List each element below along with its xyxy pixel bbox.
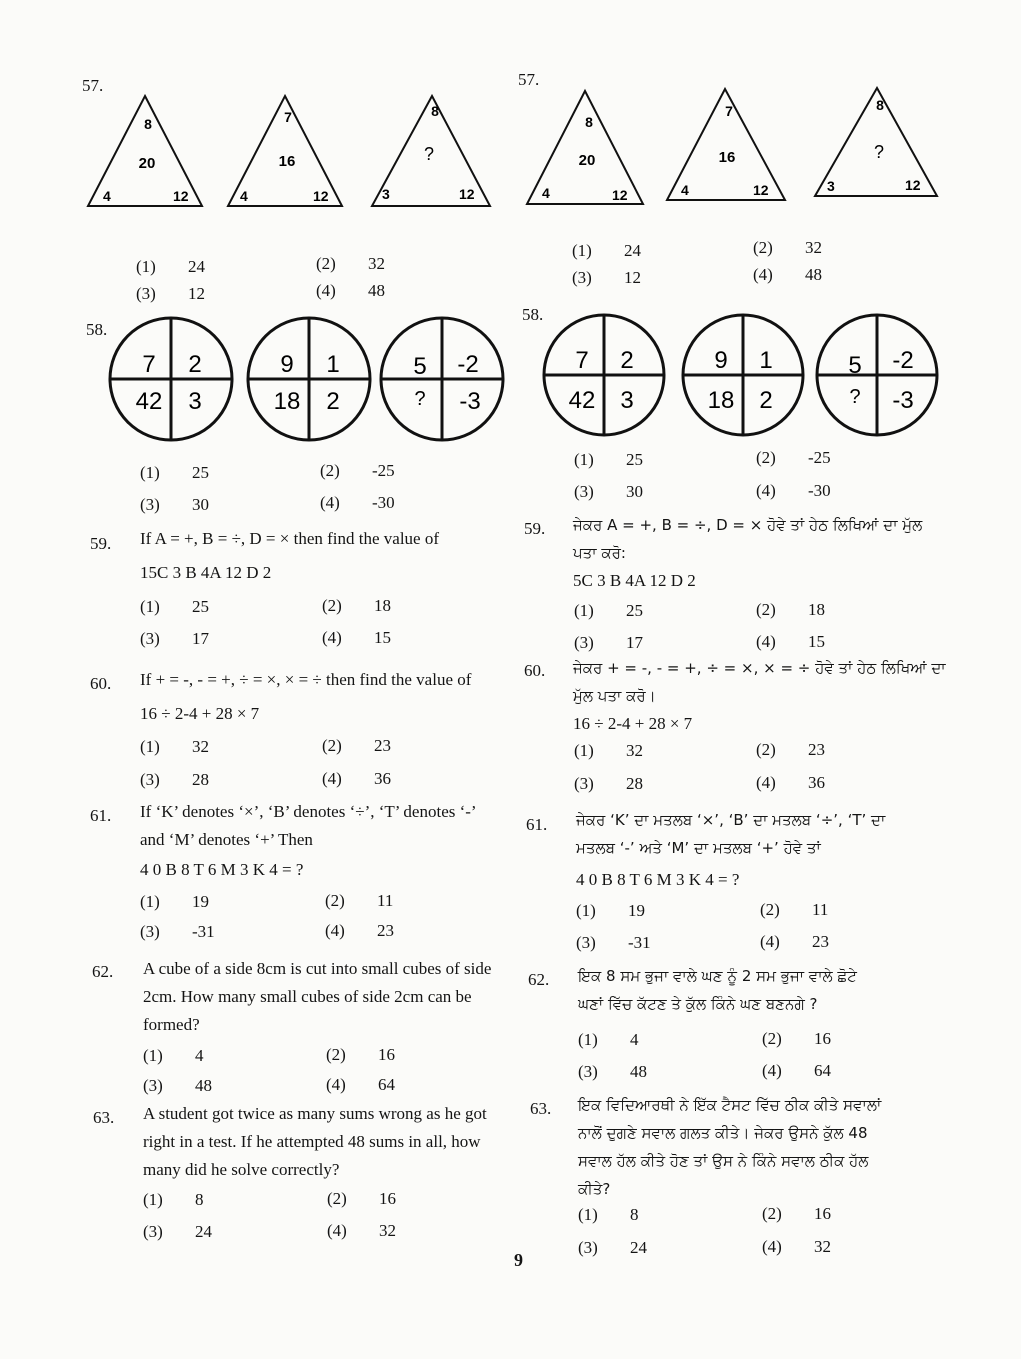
circle-top-left: 9 — [280, 351, 294, 378]
option: (3) 17 — [140, 629, 209, 648]
option: (2) 23 — [322, 736, 391, 755]
page-number: 9 — [514, 1250, 523, 1270]
circle-figure — [105, 312, 505, 447]
option: (4) 23 — [760, 932, 829, 951]
circle-top-right: 1 — [759, 347, 773, 374]
question-line: ਨਾਲੋਂ ਦੁਗਣੇ ਸਵਾਲ ਗਲਤ ਕੀਤੇ। ਜੇਕਰ ਉਸਨੇ ਕੁੱਲ 48 — [578, 1124, 868, 1142]
triangle-right-value: 12 — [173, 188, 189, 204]
question-text — [140, 798, 477, 884]
option: (4) -30 — [320, 493, 395, 512]
option: (2) 23 — [756, 740, 825, 759]
question-number: 63. — [93, 1108, 115, 1127]
triangle-right-value: 12 — [612, 187, 628, 203]
option: (3) 28 — [574, 774, 643, 793]
question-text — [573, 654, 946, 738]
option: (1) 32 — [140, 737, 209, 756]
option: (4) 15 — [322, 628, 391, 647]
circle-figure — [538, 310, 958, 442]
option: (4) 15 — [756, 632, 825, 651]
option: (2) 16 — [326, 1045, 395, 1064]
option: (1) 24 — [136, 257, 205, 276]
triangle-3 — [372, 96, 490, 206]
circle-top-left: 5 — [413, 353, 427, 380]
option: (1) 25 — [574, 450, 643, 469]
circle-top-right: 1 — [326, 351, 340, 378]
triangle-center-value: 20 — [138, 155, 156, 172]
triangle-2 — [667, 89, 785, 200]
circle-bottom-right: -3 — [459, 388, 481, 415]
circle-3 — [381, 318, 503, 440]
question-line: ਮਤਲਬ ‘-’ ਅਤੇ ‘M’ ਦਾ ਮਤਲਬ ‘+’ ਹੋਵੇ ਤਾਂ — [576, 839, 821, 857]
option: (1) 24 — [572, 241, 641, 260]
circle-bottom-left: 18 — [707, 387, 735, 414]
question-line: If A = +, B = ÷, D = × then find the value of — [140, 529, 440, 548]
option: (3) -31 — [576, 933, 651, 952]
option: (3) 30 — [574, 482, 643, 501]
question-number: 61. — [90, 806, 112, 825]
question-number: 57. — [82, 76, 104, 95]
triangle-1 — [527, 91, 643, 204]
question-line: ਜੇਕਰ + = -, - = +, ÷ = ×, × = ÷ ਹੋਵੇ ਤਾਂ ਹੇਠ ਲਿਖਿਆਂ ਦਾ — [573, 659, 946, 677]
question-number: 58. — [86, 320, 108, 339]
option: (1) 4 — [143, 1046, 204, 1065]
option: (1) 25 — [140, 597, 209, 616]
triangle-2 — [228, 96, 342, 206]
right-column — [510, 0, 1010, 1359]
question-line: ਕੀਤੇ? — [578, 1180, 611, 1198]
option: (2) 16 — [762, 1029, 831, 1048]
question-text — [578, 962, 857, 1018]
circle-bottom-right: 3 — [620, 387, 634, 414]
question-text — [143, 1100, 487, 1184]
triangle-top-value: 8 — [876, 97, 884, 113]
option: (2) 16 — [762, 1204, 831, 1223]
question-line: right in a test. If he attempted 48 sums in all, how — [143, 1132, 481, 1151]
circle-top-right: -2 — [457, 351, 479, 378]
circle-bottom-left: 42 — [135, 388, 163, 415]
question-number: 62. — [92, 962, 114, 981]
question-line: If + = -, - = +, ÷ = ×, × = ÷ then find the value of — [140, 670, 472, 689]
option: (1) 25 — [574, 601, 643, 620]
circle-1 — [544, 315, 664, 435]
question-number: 60. — [90, 674, 112, 693]
triangle-center-value: ? — [423, 144, 435, 164]
circle-bottom-left: 42 — [568, 387, 596, 414]
question-text — [576, 806, 885, 894]
option: (2) 18 — [756, 600, 825, 619]
triangle-figure — [522, 86, 947, 208]
circle-bottom-left: ? — [414, 388, 426, 410]
option: (3) 48 — [578, 1062, 647, 1081]
option: (1) 25 — [140, 463, 209, 482]
option: (1) 8 — [578, 1205, 639, 1224]
triangle-top-value: 8 — [431, 103, 439, 119]
question-text — [578, 1091, 881, 1203]
question-line: 2cm. How many small cubes of side 2cm can be — [143, 987, 472, 1006]
option: (1) 19 — [576, 901, 645, 920]
question-line: ਜੇਕਰ A = +, B = ÷, D = × ਹੋਵੇ ਤਾਂ ਹੇਠ ਲਿਖਿਆਂ ਦਾ ਮੁੱਲ — [573, 516, 923, 534]
question-line: and ‘M’ denotes ‘+’ Then — [140, 830, 313, 849]
left-column — [0, 0, 500, 1359]
question-line: ਸਵਾਲ ਹੱਲ ਕੀਤੇ ਹੋਣ ਤਾਂ ਉਸ ਨੇ ਕਿੰਨੇ ਸਵਾਲ ਠੀਕ ਹੱਲ — [578, 1152, 869, 1170]
question-line: formed? — [143, 1015, 200, 1034]
circle-bottom-right: -3 — [892, 387, 914, 414]
question-number: 61. — [526, 815, 548, 834]
triangle-3 — [815, 88, 937, 196]
circle-top-left: 7 — [142, 351, 156, 378]
question-line: ਜੇਕਰ ‘K’ ਦਾ ਮਤਲਬ ‘×’, ‘B’ ਦਾ ਮਤਲਬ ‘÷’, ‘T’ ਦਾ — [576, 811, 886, 829]
option: (4) 32 — [327, 1221, 396, 1240]
triangle-left-value: 4 — [103, 188, 111, 204]
option: (2) 16 — [327, 1189, 396, 1208]
triangle-top-value: 8 — [144, 116, 152, 132]
triangle-right-value: 12 — [753, 182, 769, 198]
triangle-figure — [80, 92, 510, 212]
triangle-left-value: 3 — [827, 178, 835, 194]
option: (3) 17 — [574, 633, 643, 652]
question-line: 15C 3 B 4A 12 D 2 — [140, 563, 272, 582]
question-line: 4 0 B 8 T 6 M 3 K 4 = ? — [140, 860, 304, 879]
triangle-center-value: ? — [873, 142, 885, 162]
question-line: If ‘K’ denotes ‘×’, ‘B’ denotes ‘÷’, ‘T’ denotes ‘-’ — [140, 802, 477, 821]
circle-top-right: -2 — [892, 347, 914, 374]
option: (1) 4 — [578, 1030, 639, 1049]
option: (2) -25 — [320, 461, 395, 480]
question-line: 16 ÷ 2-4 + 28 × 7 — [140, 704, 260, 723]
circle-bottom-right: 2 — [759, 387, 773, 414]
circle-1 — [110, 318, 232, 440]
question-number: 62. — [528, 970, 550, 989]
option: (4) 36 — [322, 769, 391, 788]
circle-3 — [817, 315, 937, 435]
circle-top-left: 9 — [714, 347, 728, 374]
option: (2) 11 — [760, 900, 829, 919]
circle-top-right: 2 — [188, 351, 202, 378]
option: (3) -31 — [140, 922, 215, 941]
question-number: 59. — [90, 534, 112, 553]
circle-bottom-right: 3 — [188, 388, 202, 415]
triangle-left-value: 3 — [382, 186, 390, 202]
question-line: many did he solve correctly? — [143, 1160, 340, 1179]
question-line: ਇਕ ਵਿਦਿਆਰਥੀ ਨੇ ਇੱਕ ਟੈਸਟ ਵਿੱਚ ਠੀਕ ਕੀਤੇ ਸਵਾਲਾਂ — [578, 1096, 882, 1114]
triangle-center-value: 16 — [718, 149, 736, 166]
question-line: A cube of a side 8cm is cut into small cubes of side — [143, 959, 492, 978]
triangle-right-value: 12 — [905, 177, 921, 193]
option: (4) 23 — [325, 921, 394, 940]
option: (3) 30 — [140, 495, 209, 514]
option: (3) 12 — [136, 284, 205, 303]
triangle-left-value: 4 — [681, 182, 689, 198]
option: (4) 48 — [753, 265, 822, 284]
option: (1) 19 — [140, 892, 209, 911]
option: (3) 24 — [143, 1222, 212, 1241]
triangle-1 — [88, 96, 202, 206]
circle-bottom-left: ? — [849, 386, 861, 408]
option: (3) 12 — [572, 268, 641, 287]
question-line: 5C 3 B 4A 12 D 2 — [573, 571, 696, 590]
triangle-top-value: 7 — [725, 103, 733, 119]
question-number: 59. — [524, 519, 546, 538]
question-number: 58. — [522, 305, 544, 324]
option: (2) 32 — [753, 238, 822, 257]
option: (4) 32 — [762, 1237, 831, 1256]
triangle-left-value: 4 — [542, 185, 550, 201]
triangle-right-value: 12 — [313, 188, 329, 204]
question-line: 16 ÷ 2-4 + 28 × 7 — [573, 714, 693, 733]
option: (2) 32 — [316, 254, 385, 273]
option: (1) 8 — [143, 1190, 204, 1209]
circle-bottom-left: 18 — [273, 388, 301, 415]
circle-top-left: 7 — [575, 347, 589, 374]
circle-2 — [683, 315, 803, 435]
circle-2 — [248, 318, 370, 440]
triangle-top-value: 7 — [284, 109, 292, 125]
option: (2) 18 — [322, 596, 391, 615]
option: (3) 28 — [140, 770, 209, 789]
option: (3) 48 — [143, 1076, 212, 1095]
question-number: 60. — [524, 661, 546, 680]
option: (2) 11 — [325, 891, 394, 910]
triangle-center-value: 20 — [578, 152, 596, 169]
question-text — [573, 511, 922, 595]
triangle-top-value: 8 — [585, 114, 593, 130]
question-text — [140, 666, 471, 728]
question-text — [143, 955, 491, 1039]
question-line: ਪਤਾ ਕਰੋ: — [573, 544, 626, 562]
option: (2) -25 — [756, 448, 831, 467]
option: (4) 64 — [762, 1061, 831, 1080]
question-text — [140, 525, 439, 587]
triangle-right-value: 12 — [459, 186, 475, 202]
option: (4) -30 — [756, 481, 831, 500]
circle-bottom-right: 2 — [326, 388, 340, 415]
option: (4) 48 — [316, 281, 385, 300]
triangle-left-value: 4 — [240, 188, 248, 204]
option: (3) 24 — [578, 1238, 647, 1257]
question-line: A student got twice as many sums wrong as he got — [143, 1104, 487, 1123]
option: (4) 36 — [756, 773, 825, 792]
option: (4) 64 — [326, 1075, 395, 1094]
question-number: 57. — [518, 70, 540, 89]
circle-top-left: 5 — [848, 352, 862, 379]
triangle-center-value: 16 — [278, 153, 296, 170]
question-number: 63. — [530, 1099, 552, 1118]
question-line: ਇਕ 8 ਸਮ ਭੁਜਾ ਵਾਲੇ ਘਣ ਨੂੰ 2 ਸਮ ਭੁਜਾ ਵਾਲੇ ਛੋਟੇ — [578, 967, 857, 985]
circle-top-right: 2 — [620, 347, 634, 374]
question-line: ਮੁੱਲ ਪਤਾ ਕਰੋ। — [573, 687, 656, 705]
question-line: 4 0 B 8 T 6 M 3 K 4 = ? — [576, 870, 740, 889]
option: (1) 32 — [574, 741, 643, 760]
question-line: ਘਣਾਂ ਵਿੱਚ ਕੱਟਣ ਤੇ ਕੁੱਲ ਕਿੰਨੇ ਘਣ ਬਣਨਗੇ ? — [578, 995, 818, 1013]
